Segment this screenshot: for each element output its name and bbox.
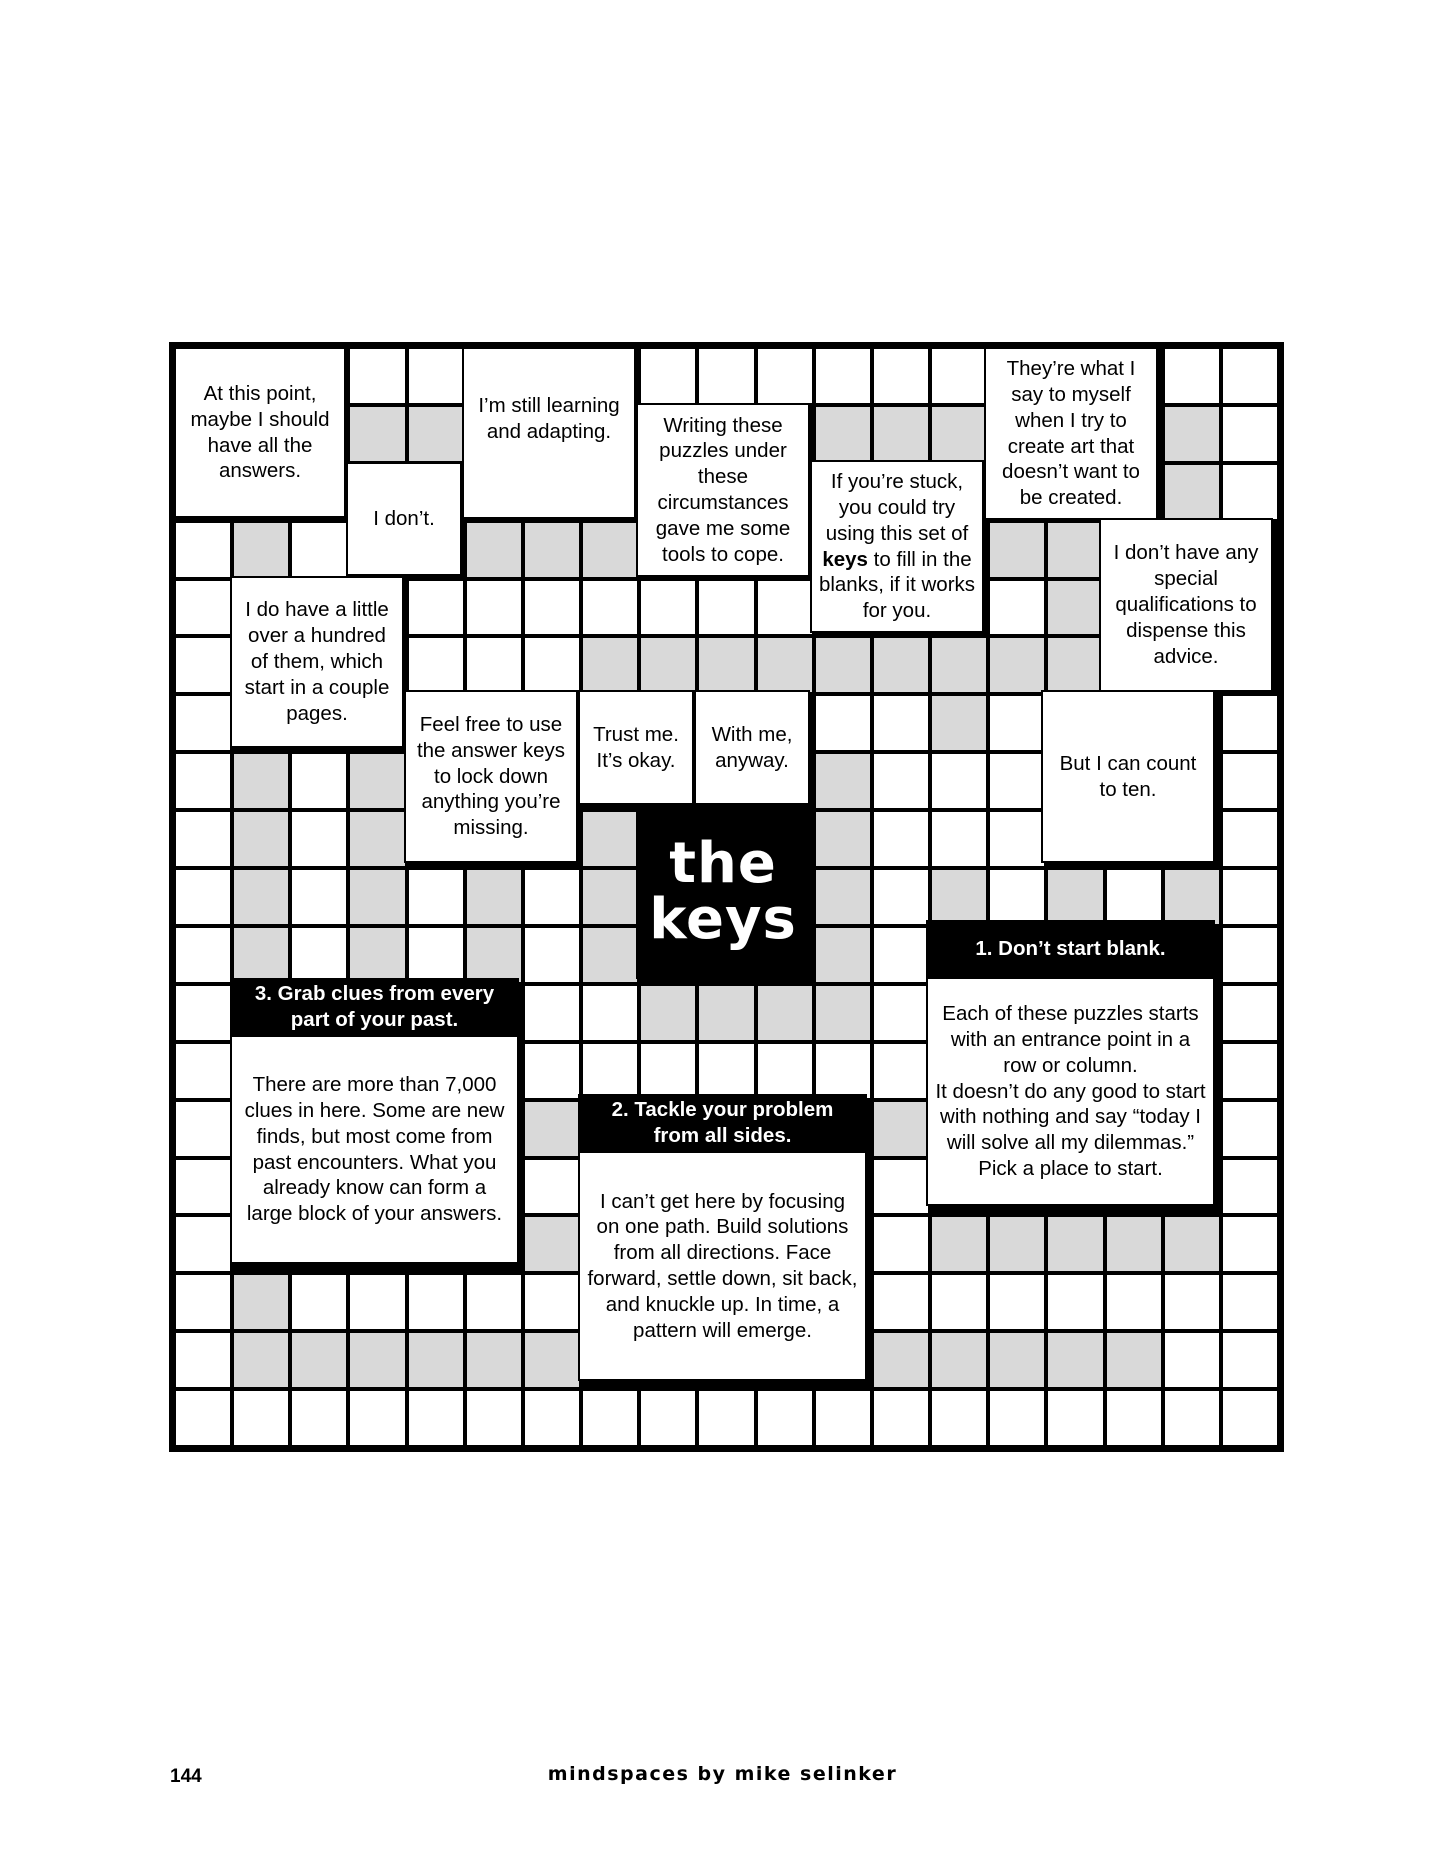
clue-text: Feel free to use the answer keys to lock down anything you’re missing.: [416, 712, 566, 840]
grid-cell[interactable]: [523, 984, 581, 1042]
grid-cell[interactable]: [523, 636, 581, 694]
grid-cell-shaded[interactable]: [639, 636, 697, 694]
grid-cell-shaded[interactable]: [697, 984, 755, 1042]
grid-cell[interactable]: [174, 636, 232, 694]
grid-cell-shaded[interactable]: [1105, 1331, 1163, 1389]
clue-text: I’m still learning and adapting.: [478, 394, 620, 443]
grid-cell-shaded[interactable]: [581, 810, 639, 868]
grid-cell[interactable]: [174, 810, 232, 868]
grid-cell-shaded[interactable]: [1163, 1215, 1221, 1273]
grid-cell[interactable]: [174, 984, 232, 1042]
grid-cell-shaded[interactable]: [1046, 636, 1104, 694]
grid-cell-shaded[interactable]: [407, 1331, 465, 1389]
grid-cell-shaded[interactable]: [1046, 521, 1104, 579]
grid-cell-shaded[interactable]: [348, 1331, 406, 1389]
grid-cell[interactable]: [1046, 1273, 1104, 1331]
grid-cell-shaded[interactable]: [988, 1215, 1046, 1273]
grid-cell-shaded[interactable]: [523, 521, 581, 579]
grid-cell-shaded[interactable]: [930, 1215, 988, 1273]
grid-cell[interactable]: [407, 1389, 465, 1447]
puzzle-grid: [169, 342, 1284, 1452]
grid-cell-shaded[interactable]: [756, 984, 814, 1042]
grid-cell-shaded[interactable]: [581, 636, 639, 694]
grid-cell-shaded[interactable]: [581, 926, 639, 984]
grid-cell[interactable]: [930, 810, 988, 868]
grid-cell[interactable]: [1221, 984, 1279, 1042]
clue-box-with-me: [694, 690, 810, 805]
grid-cell-shaded[interactable]: [988, 1331, 1046, 1389]
grid-cell[interactable]: [581, 579, 639, 637]
grid-cell[interactable]: [1163, 1389, 1221, 1447]
clue-text: Each of these puzzles starts with an entrance point in a row or column. It doesn’t do any good to start with nothing and say “today I will solve all my dilemmas.” Pick a place to start.: [935, 1002, 1206, 1181]
grid-cell[interactable]: [174, 1215, 232, 1273]
grid-cell[interactable]: [348, 1273, 406, 1331]
grid-cell[interactable]: [581, 984, 639, 1042]
grid-cell[interactable]: [523, 1042, 581, 1100]
grid-cell[interactable]: [174, 1100, 232, 1158]
grid-cell-shaded[interactable]: [1046, 868, 1104, 926]
heading-text: 1. Don’t start blank.: [975, 937, 1166, 961]
grid-cell-shaded[interactable]: [1046, 1331, 1104, 1389]
grid-cell[interactable]: [465, 636, 523, 694]
grid-cell-shaded[interactable]: [1163, 868, 1221, 926]
grid-cell-shaded[interactable]: [465, 1331, 523, 1389]
grid-cell[interactable]: [872, 1158, 930, 1216]
grid-cell[interactable]: [930, 1273, 988, 1331]
grid-cell-shaded[interactable]: [930, 868, 988, 926]
grid-cells: [174, 347, 1279, 1447]
clue-text: I do have a little over a hundred of them, which start in a couple pages.: [244, 598, 390, 725]
grid-cell[interactable]: [872, 1215, 930, 1273]
grid-cell-shaded[interactable]: [697, 636, 755, 694]
grid-cell[interactable]: [407, 926, 465, 984]
clue-box-hundred: [230, 576, 404, 748]
grid-cell[interactable]: [1221, 1042, 1279, 1100]
clue-text: But I can count to ten.: [1059, 751, 1197, 801]
grid-cell[interactable]: [988, 1389, 1046, 1447]
grid-cell[interactable]: [1221, 1273, 1279, 1331]
grid-cell-shaded[interactable]: [232, 926, 290, 984]
clue-box-answers: [174, 347, 346, 518]
grid-cell-shaded[interactable]: [465, 868, 523, 926]
grid-cell[interactable]: [872, 1273, 930, 1331]
grid-cell[interactable]: [988, 752, 1046, 810]
grid-cell[interactable]: [290, 868, 348, 926]
grid-cell[interactable]: [174, 521, 232, 579]
grid-cell[interactable]: [581, 1042, 639, 1100]
grid-cell[interactable]: [814, 347, 872, 405]
grid-cell[interactable]: [407, 347, 465, 405]
grid-cell-shaded[interactable]: [930, 636, 988, 694]
grid-cell[interactable]: [756, 1042, 814, 1100]
grid-cell[interactable]: [697, 1042, 755, 1100]
grid-cell-shaded[interactable]: [523, 1331, 581, 1389]
grid-cell-shaded[interactable]: [348, 868, 406, 926]
grid-cell[interactable]: [1163, 347, 1221, 405]
grid-cell[interactable]: [523, 579, 581, 637]
grid-cell-shaded[interactable]: [1046, 579, 1104, 637]
grid-cell[interactable]: [1221, 347, 1279, 405]
heading-text: 2. Tackle your problem from all sides.: [611, 1098, 834, 1147]
grid-cell-shaded[interactable]: [348, 926, 406, 984]
grid-cell[interactable]: [756, 347, 814, 405]
clue-box-feel-free: [404, 690, 578, 863]
grid-cell[interactable]: [988, 1273, 1046, 1331]
clue-text: At this point, maybe I should have all the answers.: [190, 381, 330, 483]
grid-cell[interactable]: [1221, 694, 1279, 752]
grid-cell[interactable]: [872, 347, 930, 405]
clue-box-trust-me: [578, 690, 694, 805]
grid-cell[interactable]: [1221, 1389, 1279, 1447]
grid-cell-shaded[interactable]: [814, 636, 872, 694]
grid-cell[interactable]: [988, 810, 1046, 868]
grid-cell[interactable]: [290, 1273, 348, 1331]
grid-cell[interactable]: [639, 579, 697, 637]
grid-cell[interactable]: [697, 579, 755, 637]
grid-cell[interactable]: [174, 868, 232, 926]
grid-cell[interactable]: [872, 984, 930, 1042]
grid-cell[interactable]: [232, 1389, 290, 1447]
grid-cell[interactable]: [1221, 810, 1279, 868]
grid-cell-shaded[interactable]: [407, 405, 465, 463]
clue-box-learning: [462, 347, 636, 519]
clue-box-count: [1041, 690, 1215, 863]
grid-cell[interactable]: [465, 1389, 523, 1447]
grid-cell[interactable]: [814, 1389, 872, 1447]
grid-cell[interactable]: [1163, 1273, 1221, 1331]
puzzle-title: [636, 805, 810, 979]
clue-text: Writing these puzzles under these circumstances gave me some tools to cope.: [655, 413, 791, 566]
grid-cell[interactable]: [988, 579, 1046, 637]
grid-cell-shaded[interactable]: [872, 1331, 930, 1389]
grid-cell[interactable]: [523, 1273, 581, 1331]
grid-cell[interactable]: [1221, 868, 1279, 926]
grid-cell[interactable]: [872, 1389, 930, 1447]
clue-text: If you’re stuck, you could try using this set of keys to fill in the blanks, if it works for you.: [818, 470, 976, 623]
grid-cell[interactable]: [174, 1042, 232, 1100]
clue-box-writing: [636, 403, 810, 577]
title-line-the: the: [669, 831, 777, 896]
grid-cell-shaded[interactable]: [232, 810, 290, 868]
grid-cell[interactable]: [988, 694, 1046, 752]
clue-box-stuck: [810, 460, 984, 633]
grid-cell[interactable]: [407, 868, 465, 926]
grid-cell[interactable]: [930, 347, 988, 405]
grid-cell[interactable]: [872, 752, 930, 810]
grid-cell[interactable]: [1221, 926, 1279, 984]
grid-cell[interactable]: [523, 1158, 581, 1216]
clue-text: I don’t.: [373, 507, 435, 531]
grid-cell[interactable]: [814, 694, 872, 752]
grid-cell[interactable]: [174, 1158, 232, 1216]
grid-cell[interactable]: [1105, 1389, 1163, 1447]
grid-cell[interactable]: [290, 926, 348, 984]
grid-cell-shaded[interactable]: [930, 694, 988, 752]
grid-cell[interactable]: [174, 1331, 232, 1389]
grid-cell-shaded[interactable]: [872, 636, 930, 694]
grid-cell-shaded[interactable]: [1105, 1215, 1163, 1273]
grid-cell[interactable]: [407, 1273, 465, 1331]
grid-cell-shaded[interactable]: [232, 1273, 290, 1331]
clue-text: I can’t get here by focusing on one path. Build solutions from all directions. Face forward, settle down, sit back, and knuckle up. In time, a pattern will emerge.: [587, 1189, 858, 1342]
grid-cell-shaded[interactable]: [232, 868, 290, 926]
grid-cell[interactable]: [639, 347, 697, 405]
grid-cell[interactable]: [523, 926, 581, 984]
grid-cell[interactable]: [465, 1273, 523, 1331]
grid-cell-shaded[interactable]: [232, 521, 290, 579]
grid-cell[interactable]: [581, 1389, 639, 1447]
grid-cell[interactable]: [697, 347, 755, 405]
grid-cell[interactable]: [1105, 868, 1163, 926]
page-number: 144: [170, 1766, 202, 1787]
grid-cell-shaded[interactable]: [814, 984, 872, 1042]
clue-box-one-path: [578, 1151, 867, 1381]
grid-cell-shaded[interactable]: [348, 405, 406, 463]
grid-cell[interactable]: [523, 868, 581, 926]
clue-text: I don’t have any special qualifications to dispense this advice.: [1113, 541, 1259, 668]
grid-cell[interactable]: [1221, 463, 1279, 521]
grid-cell-shaded[interactable]: [814, 868, 872, 926]
grid-cell-shaded[interactable]: [872, 405, 930, 463]
grid-cell[interactable]: [348, 1389, 406, 1447]
clue-text: With me, anyway.: [711, 722, 793, 772]
clue-box-i-dont: [346, 462, 462, 576]
grid-cell-shaded[interactable]: [232, 752, 290, 810]
heading-grab-clues: [230, 978, 519, 1036]
grid-cell[interactable]: [174, 579, 232, 637]
grid-cell[interactable]: [930, 752, 988, 810]
grid-cell-shaded[interactable]: [523, 1100, 581, 1158]
grid-cell[interactable]: [756, 1389, 814, 1447]
grid-cell[interactable]: [174, 752, 232, 810]
grid-cell[interactable]: [1046, 1389, 1104, 1447]
grid-cell[interactable]: [1221, 752, 1279, 810]
clue-box-qualifications: [1099, 518, 1273, 692]
grid-cell[interactable]: [1221, 1331, 1279, 1389]
grid-cell[interactable]: [290, 810, 348, 868]
grid-cell[interactable]: [872, 926, 930, 984]
grid-cell[interactable]: [174, 694, 232, 752]
grid-cell-shaded[interactable]: [814, 405, 872, 463]
grid-cell[interactable]: [988, 868, 1046, 926]
grid-cell-shaded[interactable]: [872, 1100, 930, 1158]
grid-cell[interactable]: [1105, 1273, 1163, 1331]
grid-cell[interactable]: [1221, 405, 1279, 463]
grid-cell[interactable]: [814, 1042, 872, 1100]
grid-cell[interactable]: [174, 1389, 232, 1447]
grid-cell[interactable]: [1221, 1100, 1279, 1158]
grid-cell[interactable]: [639, 1389, 697, 1447]
footer-credit: mindspaces by mike selinker: [547, 1763, 898, 1785]
grid-cell-shaded[interactable]: [465, 521, 523, 579]
grid-cell[interactable]: [465, 579, 523, 637]
grid-cell-shaded[interactable]: [988, 521, 1046, 579]
clue-text: They’re what I say to myself when I try to create art that doesn’t want to be created.: [1002, 357, 1140, 510]
grid-cell-shaded[interactable]: [581, 521, 639, 579]
grid-cell-shaded[interactable]: [348, 752, 406, 810]
grid-cell[interactable]: [407, 579, 465, 637]
grid-cell[interactable]: [174, 1273, 232, 1331]
grid-cell[interactable]: [639, 1042, 697, 1100]
grid-cell-shaded[interactable]: [814, 926, 872, 984]
grid-cell-shaded[interactable]: [814, 810, 872, 868]
grid-cell-shaded[interactable]: [1046, 1215, 1104, 1273]
clue-box-past-encounters: [230, 1035, 519, 1264]
grid-cell[interactable]: [407, 636, 465, 694]
heading-tackle-problem: [578, 1094, 867, 1152]
grid-cell[interactable]: [1221, 1158, 1279, 1216]
heading-text: 3. Grab clues from every part of your past.: [254, 982, 495, 1031]
grid-cell[interactable]: [872, 868, 930, 926]
grid-cell[interactable]: [348, 347, 406, 405]
grid-cell[interactable]: [872, 810, 930, 868]
grid-cell[interactable]: [290, 752, 348, 810]
grid-cell[interactable]: [697, 1389, 755, 1447]
heading-dont-start-blank: [926, 920, 1215, 978]
grid-cell-shaded[interactable]: [988, 636, 1046, 694]
clue-text: Trust me. It’s okay.: [593, 722, 679, 772]
grid-cell[interactable]: [1163, 1331, 1221, 1389]
grid-cell[interactable]: [756, 579, 814, 637]
grid-cell-shaded[interactable]: [814, 752, 872, 810]
grid-cell[interactable]: [930, 1389, 988, 1447]
grid-cell-shaded[interactable]: [930, 405, 988, 463]
grid-cell-shaded[interactable]: [232, 1331, 290, 1389]
grid-cell-shaded[interactable]: [1163, 463, 1221, 521]
grid-cell-shaded[interactable]: [465, 926, 523, 984]
grid-cell-shaded[interactable]: [523, 1215, 581, 1273]
grid-cell[interactable]: [872, 1042, 930, 1100]
grid-cell-shaded[interactable]: [756, 636, 814, 694]
grid-cell-shaded[interactable]: [639, 984, 697, 1042]
grid-cell[interactable]: [523, 1389, 581, 1447]
grid-cell-shaded[interactable]: [290, 1331, 348, 1389]
keys-emphasis: keys: [822, 547, 868, 571]
grid-cell-shaded[interactable]: [581, 868, 639, 926]
clue-box-art: [984, 347, 1158, 520]
grid-cell[interactable]: [174, 926, 232, 984]
grid-cell-shaded[interactable]: [348, 810, 406, 868]
grid-cell-shaded[interactable]: [1163, 405, 1221, 463]
clue-text: There are more than 7,000 clues in here. Some are new finds, but most come from past encounters. What you already know can form a large block of your answers.: [244, 1073, 505, 1226]
clue-box-entrance-point: [926, 977, 1215, 1206]
grid-cell-shaded[interactable]: [930, 1331, 988, 1389]
grid-cell[interactable]: [290, 521, 348, 579]
grid-cell[interactable]: [872, 694, 930, 752]
title-line-keys: keys: [649, 887, 797, 952]
grid-cell[interactable]: [1221, 1215, 1279, 1273]
grid-cell[interactable]: [290, 1389, 348, 1447]
